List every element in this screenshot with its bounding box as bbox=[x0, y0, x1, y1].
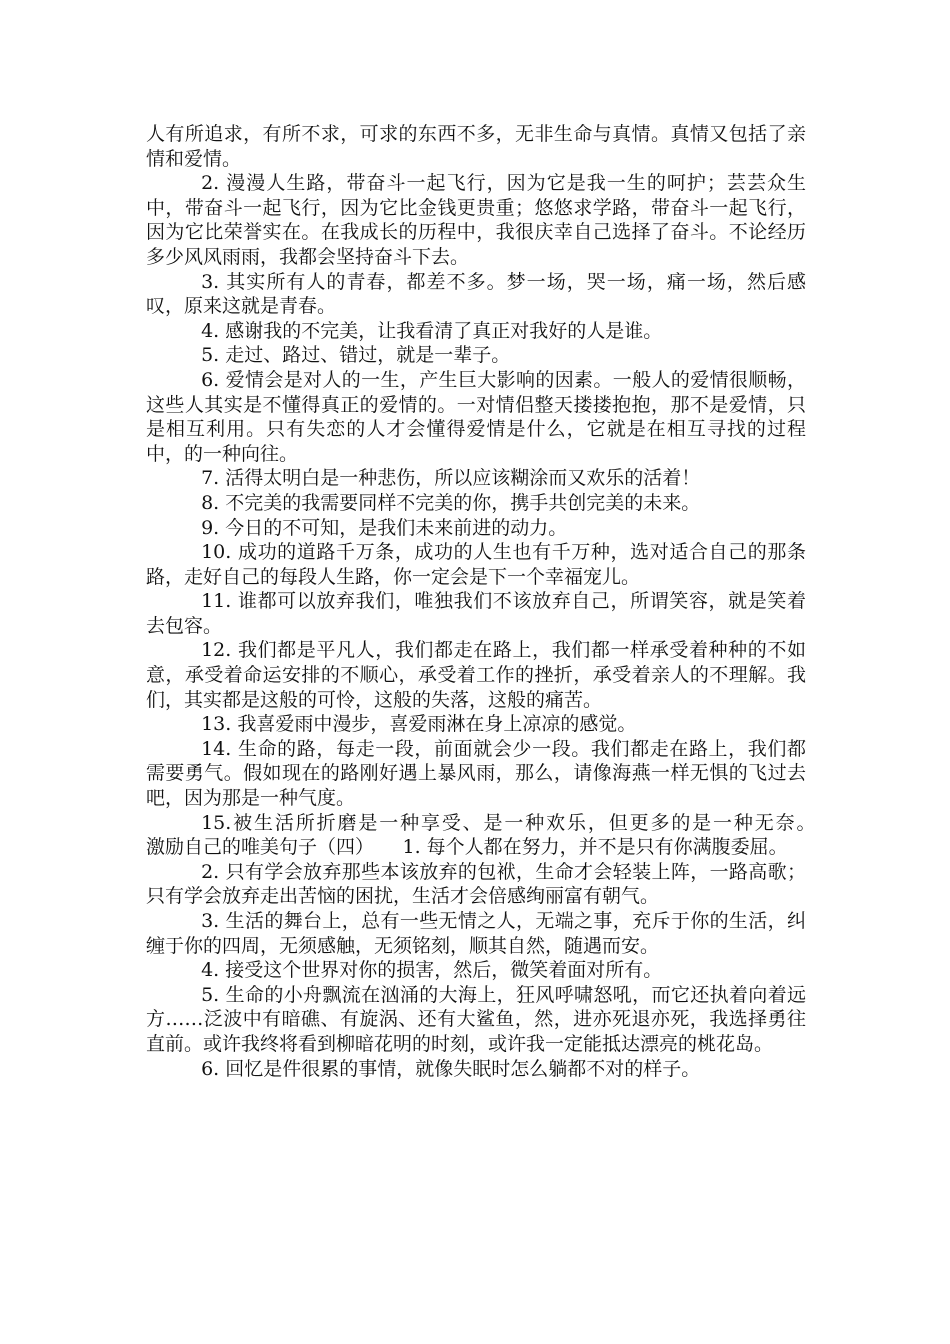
paragraph-11: 12. 我们都是平凡人，我们都走在路上，我们都一样承受着种种的不如意，承受着命运安排的不顺心，承受着工作的挫折，承受着亲人的不理解。我们，其实都是这般的可怜，这般的失落，这般的痛苦。 bbox=[146, 639, 806, 711]
paragraph-7: 8. 不完美的我需要同样不完美的你，携手共创完美的未来。 bbox=[201, 491, 701, 514]
paragraph-15: 2. 只有学会放弃那些本该放弃的包袱，生命才会轻装上阵，一路高歌；只有学会放弃走出苦恼的困扰，生活才会倍感绚丽富有朝气。 bbox=[146, 860, 806, 908]
document-body bbox=[146, 122, 845, 1081]
paragraph-14: 15.被生活所折磨是一种享受、是一种欢乐，但更多的是一种无奈。 激励自己的唯美句子（四） 1. 每个人都在努力，并不是只有你满腹委屈。 bbox=[146, 811, 845, 859]
paragraph-2: 3. 其实所有人的青春，都差不多。梦一场，哭一场，痛一场，然后感叹，原来这就是青春。 bbox=[146, 270, 806, 318]
paragraph-10: 11. 谁都可以放弃我们，唯独我们不该放弃自己，所谓笑容，就是笑着去包容。 bbox=[146, 590, 806, 637]
paragraph-16: 3. 生活的舞台上，总有一些无情之人，无端之事，充斥于你的生活，纠缠于你的四周，无须感触，无须铭刻，顺其自然，随遇而安。 bbox=[146, 910, 806, 957]
paragraph-0: 人有所追求，有所不求，可求的东西不多，无非生命与真情。真情又包括了亲情和爱情。 bbox=[146, 123, 806, 170]
paragraph-19: 6. 回忆是件很累的事情，就像失眠时怎么躺都不对的样子。 bbox=[201, 1057, 701, 1080]
paragraph-5: 6. 爱情会是对人的一生，产生巨大影响的因素。一般人的爱情很顺畅，这些人其实是不懂得真正的爱情的。一对情侣整天搂搂抱抱，那不是爱情，只是相互利用。只有失恋的人才会懂得爱情是什么，它就是在相互寻找的过程中，的一种向往。 bbox=[146, 368, 806, 465]
paragraph-1: 2. 漫漫人生路，带奋斗一起飞行，因为它是我一生的呵护；芸芸众生中，带奋斗一起飞行，因为它比金钱更贵重；悠悠求学路，带奋斗一起飞行，因为它比荣誉实在。在我成长的历程中，我很庆幸自己选择了奋斗。不论经历多少风风雨雨，我都会坚持奋斗下去。 bbox=[146, 172, 806, 268]
paragraph-4: 5. 走过、路过、错过，就是一辈子。 bbox=[201, 344, 511, 367]
paragraph-17: 4. 接受这个世界对你的损害，然后，微笑着面对所有。 bbox=[201, 959, 663, 982]
paragraph-12: 13. 我喜爱雨中漫步，喜爱雨淋在身上凉凉的感觉。 bbox=[201, 713, 637, 736]
paragraph-8: 9. 今日的不可知，是我们未来前进的动力。 bbox=[201, 516, 568, 539]
paragraph-13: 14. 生命的路，每走一段，前面就会少一段。我们都走在路上，我们都需要勇气。假如现在的路刚好遇上暴风雨，那么，请像海燕一样无惧的飞过去吧，因为那是一种气度。 bbox=[146, 737, 806, 810]
paragraph-6: 7. 活得太明白是一种悲伤，所以应该糊涂而又欢乐的活着！ bbox=[201, 467, 701, 490]
paragraph-9: 10. 成功的道路千万条，成功的人生也有千万种，选对适合自己的那条路，走好自己的每段人生路，你一定会是下一个幸福宠儿。 bbox=[146, 541, 806, 588]
paragraph-3: 4. 感谢我的不完美，让我看清了真正对我好的人是谁。 bbox=[201, 319, 663, 342]
paragraph-18: 5. 生命的小舟飘流在汹涌的大海上，狂风呼啸怒吼，而它还执着向着远方……泛波中有暗礁、有旋涡、还有大鲨鱼，然，进亦死退亦死，我选择勇往直前。或许我终将看到柳暗花明的时刻，或许我一定能抵达漂亮的桃花岛。 bbox=[146, 983, 806, 1055]
